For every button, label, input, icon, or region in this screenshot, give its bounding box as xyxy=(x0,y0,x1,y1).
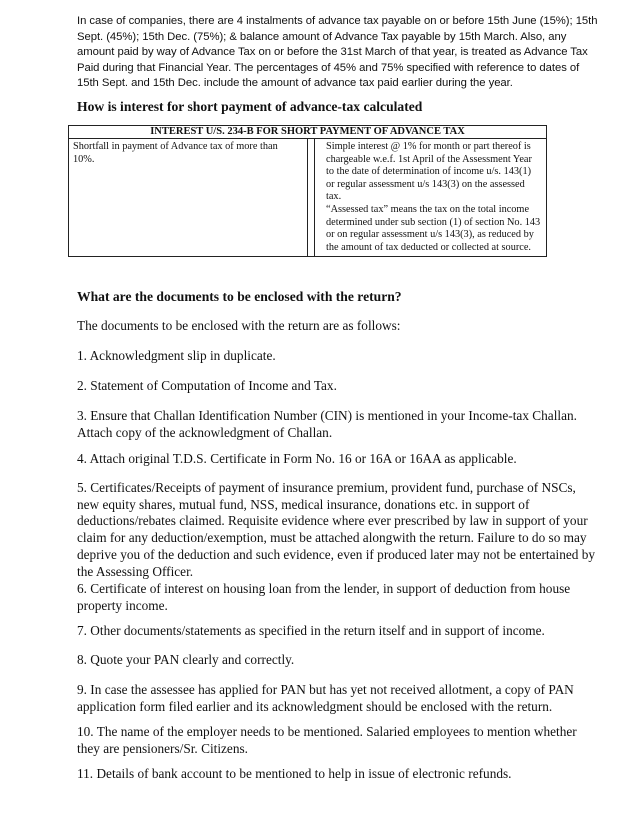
document-item-1 xyxy=(77,348,577,365)
cell-line: 10%. xyxy=(73,153,95,165)
cell-line: or on regular assessment u/s 143(3), as reduced by xyxy=(326,229,534,241)
paragraph-line: 11. Details of bank account to be mentioned to help in issue of electronic refunds. xyxy=(77,766,512,781)
paragraph-line: 8. Quote your PAN clearly and correctly. xyxy=(77,652,295,667)
advance-tax-instalments-paragraph xyxy=(77,14,598,92)
cell-line: “Assessed tax” means the tax on the total income xyxy=(326,203,530,215)
document-item-6 xyxy=(77,581,577,614)
cell-line: the amount of tax deducted or collected at source. xyxy=(326,241,531,253)
paragraph-line: 10. The name of the employer needs to be mentioned. Salaried employees to mention whether xyxy=(77,724,577,739)
paragraph-line: The documents to be enclosed with the return are as follows: xyxy=(77,318,401,333)
table-cell-spacer xyxy=(308,139,315,257)
intro-line: In case of companies, there are 4 instalments of advance tax payable on or before 15th June (15%); 15th xyxy=(77,15,598,27)
cell-line: Shortfall in payment of Advance tax of more than xyxy=(73,141,278,152)
paragraph-line: Attach copy of the acknowledgment of Challan. xyxy=(77,424,333,440)
intro-line: amount paid by way of Advance Tax on or before the 31st March of that year, is treated as Advance Tax xyxy=(77,46,588,59)
document-item-11 xyxy=(77,766,577,783)
document-item-4 xyxy=(77,451,577,468)
intro-line: 15th Sept. and 15th Dec. include the amount of advance tax paid earlier during the year. xyxy=(77,77,513,90)
interest-234b-table xyxy=(68,125,547,257)
cell-line: chargeable w.e.f. 1st April of the Assessment Year xyxy=(326,153,532,165)
paragraph-line: 1. Acknowledgment slip in duplicate. xyxy=(77,348,276,363)
documents-heading: What are the documents to be enclosed with the return? xyxy=(77,289,402,304)
paragraph-line: 7. Other documents/statements as specified in the return itself and in support of income. xyxy=(77,623,545,638)
paragraph-line: claim for any deduction/exemption, must be attached alongwith the return. Failure to do so may xyxy=(77,530,587,546)
paragraph-line: new equity shares, mutual fund, NSS, medical insurance, donations etc. in support of xyxy=(77,496,530,512)
paragraph-line: deductions/rebates claimed. Requisite evidence where ever prescribed by law in support of your xyxy=(77,513,588,529)
table-header: INTEREST U/S. 234-B FOR SHORT PAYMENT OF ADVANCE TAX xyxy=(69,126,547,139)
paragraph-line: deprive you of the deduction and such evidence, even if produced later may not be entertained by xyxy=(77,546,596,562)
paragraph-line: application form filed earlier and its acknowledgment should be enclosed with the return. xyxy=(77,698,553,714)
cell-line: Simple interest @ 1% for month or part thereof is xyxy=(326,141,531,152)
document-item-9 xyxy=(77,682,577,715)
intro-line: Sept. (45%); 15th Dec. (75%); & balance amount of Advance Tax payable by 15th March. Also, any xyxy=(77,30,567,43)
cell-line: determined under sub section (1) of section No. 143 xyxy=(326,216,541,228)
paragraph-line: property income. xyxy=(77,597,168,613)
intro-line: Paid during that Financial Year. The percentages of 45% and 75% specified with reference to dates of xyxy=(77,61,580,74)
paragraph-line: 2. Statement of Computation of Income and Tax. xyxy=(77,378,337,393)
paragraph-line: 6. Certificate of interest on housing loan from the lender, in support of deduction from house xyxy=(77,581,571,596)
paragraph-line: 9. In case the assessee has applied for PAN but has yet not received allotment, a copy of PAN xyxy=(77,682,574,697)
table-cell-condition xyxy=(69,139,308,257)
document-item-3 xyxy=(77,408,577,441)
document-item-7 xyxy=(77,623,577,640)
cell-line: to the date of determination of income u/s. 143(1) xyxy=(326,166,532,178)
cell-line: tax. xyxy=(326,191,342,203)
document-item-2 xyxy=(77,378,577,395)
table-cell-interest-rule xyxy=(315,139,547,257)
interest-heading: How is interest for short payment of advance-tax calculated xyxy=(77,99,423,114)
paragraph-line: 5. Certificates/Receipts of payment of insurance premium, provident fund, purchase of NSCs, xyxy=(77,480,576,495)
document-item-5 xyxy=(77,480,596,580)
paragraph-line: they are pensioners/Sr. Citizens. xyxy=(77,740,248,756)
paragraph-line: 3. Ensure that Challan Identification Number (CIN) is mentioned in your Income-tax Challan. xyxy=(77,408,577,423)
document-item-10 xyxy=(77,724,577,757)
documents-intro xyxy=(77,318,577,335)
document-item-8 xyxy=(77,652,577,669)
cell-line: or regular assessment u/s 143(3) on the assessed xyxy=(326,178,525,190)
paragraph-line: 4. Attach original T.D.S. Certificate in Form No. 16 or 16A or 16AA as applicable. xyxy=(77,451,517,466)
paragraph-line: the Assessing Officer. xyxy=(77,563,194,579)
